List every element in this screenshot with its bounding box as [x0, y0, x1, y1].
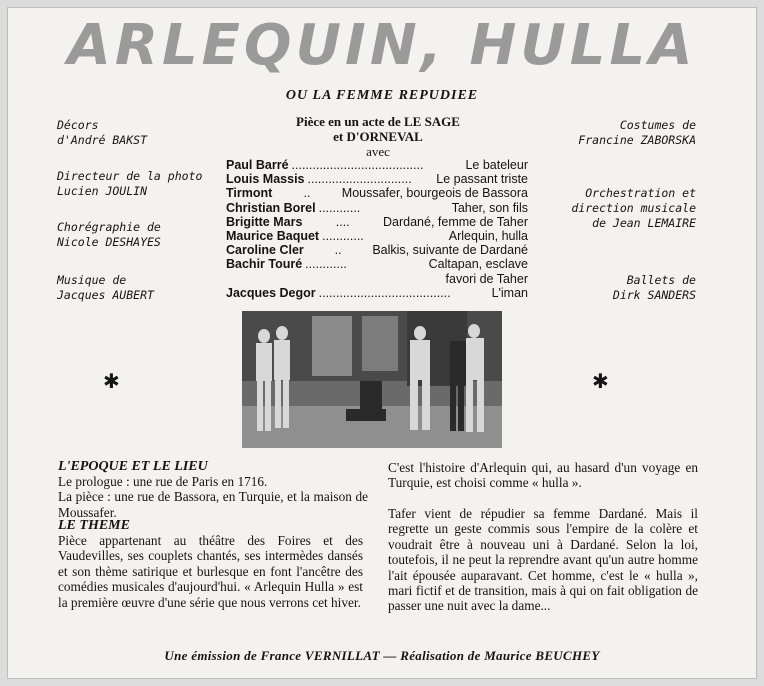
cast-actor: Bachir Touré	[226, 257, 303, 272]
stage-photo	[242, 311, 502, 448]
theme-text: Pièce appartenant au théâtre des Foires et des Vaudevilles, ses couplets chantés, ses intermèdes dansés et son thème satirique et burlesque en font l'ancêtre des comédies musicales d'aujourd'hui. « Arlequin Hulla » est la première œuvre d'une série que nous verrons cet hiver.	[58, 533, 363, 610]
ornament-star-right: ✱	[592, 371, 609, 393]
story-body: Tafer vient de répudier sa femme Dardané. Mais il regrette un geste commis sous l'empire de la colère et voudrait être à nouveau uni à Dardané. Selon la loi, toutefois, il ne peut la reprendre avant qu'un autre homme l'ait épousée auparavant. Cet homme, c'est le « hulla », mari fictif et de transition, mais à qui on fait obligation de passer une nuit avec la dame...	[388, 506, 698, 614]
section-heading-theme: LE THEME	[58, 518, 130, 533]
cast-actor: Maurice Baquet	[226, 229, 320, 244]
cast-leader: ..	[303, 186, 311, 201]
cast-row	[226, 229, 528, 243]
page-subtitle: OU LA FEMME REPUDIEE	[285, 88, 479, 103]
cast-role: Le bateleur	[465, 158, 528, 172]
cast-leader: ............	[305, 257, 347, 272]
cast-role: Dardané, femme de Taher	[383, 214, 528, 229]
section-heading-epoque: L'EPOQUE ET LE LIEU	[58, 459, 208, 474]
credit-music: Musique de Jacques AUBERT	[57, 273, 154, 302]
cast-role: Caltapan, esclave	[428, 257, 528, 272]
cast-role: Balkis, suivante de Dardané	[372, 243, 528, 258]
cast-actor: Tirmont	[226, 186, 273, 201]
cast-leader: ..	[334, 243, 342, 258]
cast-list	[226, 158, 528, 300]
cast-row	[226, 243, 528, 257]
cast-role-continuation: favori de Taher	[445, 271, 528, 286]
epoque-text: Le prologue : une rue de Paris en 1716. La pièce : une rue de Bassora, en Turquie, et la maison de Moussafer.	[58, 474, 368, 520]
cast-row	[226, 172, 528, 186]
cast-row	[226, 158, 528, 172]
ornament-star-left: ✱	[103, 371, 120, 393]
cast-actor: Caroline Cler	[226, 243, 304, 258]
page-title: ARLEQUIN, HULLA	[67, 13, 697, 78]
cast-row	[226, 257, 528, 271]
broadcast-credit-footer: Une émission de France VERNILLAT — Réalisation de Maurice BEUCHEY	[164, 648, 600, 663]
credit-choreography: Chorégraphie de Nicole DESHAYES	[57, 220, 161, 249]
cast-actor: Louis Massis	[226, 172, 305, 187]
cast-leader: ......................................	[318, 285, 451, 300]
cast-row	[226, 186, 528, 200]
cast-leader: ..............................	[307, 172, 412, 187]
cast-leader: ......................................	[291, 158, 424, 172]
cast-role: L'iman	[491, 285, 528, 300]
cast-row	[226, 201, 528, 215]
cast-role: Le passant triste	[436, 172, 528, 187]
cast-role: Taher, son fils	[451, 200, 528, 215]
credit-photo-director: Directeur de la photo Lucien JOULIN	[57, 169, 203, 198]
cast-leader: ............	[322, 229, 364, 244]
credit-costumes: Costumes de Francine ZABORSKA	[578, 118, 696, 147]
cast-leader: ....	[335, 214, 350, 229]
credit-ballets: Ballets de Dirk SANDERS	[612, 273, 696, 302]
stage-photo-illustration	[242, 311, 502, 448]
credit-decors: Décors d'André BAKST	[57, 118, 148, 147]
cast-role: Moussafer, bourgeois de Bassora	[341, 186, 528, 201]
piece-info: Pièce en un acte de LE SAGE et D'ORNEVAL avec	[296, 114, 460, 159]
story-intro: C'est l'histoire d'Arlequin qui, au hasard d'un voyage en Turquie, est choisi comme « hulla ».	[388, 460, 698, 491]
cast-role: Arlequin, hulla	[448, 229, 528, 244]
cast-leader: ............	[318, 200, 361, 215]
cast-actor: Jacques Degor	[226, 285, 316, 300]
cast-actor: Christian Borel	[226, 200, 316, 215]
cast-actor: Brigitte Mars	[226, 214, 303, 229]
credit-orchestration: Orchestration et direction musicale de Jean LEMAIRE	[571, 186, 696, 230]
program-page	[8, 8, 756, 678]
cast-row	[226, 286, 528, 300]
cast-row	[226, 215, 528, 229]
cast-actor: Paul Barré	[226, 158, 289, 172]
